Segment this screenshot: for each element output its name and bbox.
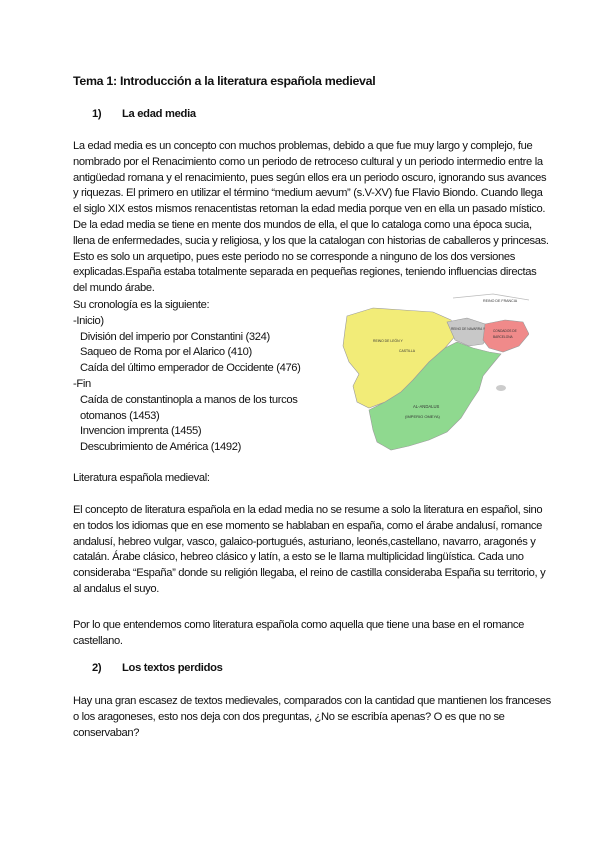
- iberia-map-image: [333, 290, 529, 460]
- text-line: llena de enfermedades, sucia y religiosa, y los que la catalogan con historias de caballeros y princesas.: [73, 234, 549, 247]
- text-line: andalusí, hebreo vulgar, vasco, galaico-portugués, asturiano, leonés,castellano, navarro, aragonés y: [73, 535, 536, 548]
- chronology-heading: Su cronología es la siguiente:: [73, 299, 210, 311]
- text-line: conservaban?: [73, 726, 140, 739]
- list-item: Caída de constantinopla a manos de los turcos: [80, 393, 298, 406]
- text-line: y riquezas. El primero en utilizar el término “medium aevum” (s.V-XV) fue Flavio Biondo. Cuando llega: [73, 187, 543, 200]
- text-line: del mundo árabe.: [73, 282, 155, 295]
- text-line: El concepto de literatura española en la edad media no se resume a solo la literatura en español, sino: [73, 504, 543, 516]
- page-title: Tema 1: Introducción a la literatura española medieval: [73, 74, 376, 88]
- section-title: La edad media: [122, 108, 196, 120]
- map-label: REINO DE NAVARRA Y: [451, 327, 486, 331]
- literature-paragraph: [73, 503, 545, 598]
- text-line: De la edad media se tiene en mente dos mundos de ella, el que lo cataloga como una época sucia,: [73, 218, 532, 231]
- map-label: (IMPERIO OMEYA): [405, 414, 440, 419]
- map-islands: [496, 385, 506, 391]
- text-line: en todos los idiomas que en ese momento se hablaban en españa, como el árabe andalusí, romance: [73, 519, 542, 532]
- section-number: 1): [92, 108, 102, 120]
- map-label: CONDADOS DE: [493, 329, 517, 333]
- section-title: Los textos perdidos: [122, 662, 223, 674]
- text-line: nombrado por el Renacimiento como un periodo de retroceso cultural y un periodo intermedio entre la: [73, 155, 543, 168]
- map-label: BARCELONA: [493, 335, 513, 339]
- text-line: el siglo XIX estos mismos renacentistas retoman la edad media porque ven en ella un pasado místico.: [73, 203, 546, 216]
- text-line: Esto es solo un arquetipo, pues este periodo no se corresponde a ninguno de los dos versiones: [73, 250, 515, 263]
- list-item: otomanos (1453): [80, 409, 160, 422]
- section-number: 2): [92, 662, 102, 674]
- conclusion-paragraph: [73, 618, 524, 650]
- lost-texts-paragraph: [73, 694, 551, 741]
- text-line: Por lo que entendemos como literatura española como aquella que tiene una base en el romance: [73, 619, 525, 631]
- text-line: antigüedad romana y el renacimiento, pues según ellos era un periodo oscuro, ignorando sus avances: [73, 171, 547, 184]
- list-item: Caída del último emperador de Occidente (476): [80, 362, 301, 375]
- map-label: REINO DE LEÓN Y: [373, 339, 403, 343]
- map-label: AL-ANDALUS: [413, 404, 440, 409]
- text-line: Hay una gran escasez de textos medievales, comparados con la cantidad que mantienen los franceses: [73, 695, 551, 707]
- list-item: Descubrimiento de América (1492): [80, 441, 242, 454]
- section-heading-2: [92, 662, 223, 674]
- text-line: catalán. Árabe clásico, hebreo clásico y latín, a esto se le llama multiplicidad lingüística. Cada uno: [73, 551, 524, 564]
- text-line: explicadas.España estaba totalmente separada en pequeñas regiones, teniendo influencias directas: [73, 266, 537, 279]
- text-line: La edad media es un concepto con muchos problemas, debido a que fue muy largo y complejo, fue: [73, 140, 533, 152]
- chronology-list: [73, 298, 301, 456]
- map-region-navarra: [447, 318, 489, 346]
- intro-paragraph: [73, 139, 549, 297]
- list-item: Invencion imprenta (1455): [80, 425, 202, 438]
- section-heading-1: [92, 108, 196, 120]
- list-item: Saqueo de Roma por el Alarico (410): [80, 346, 252, 359]
- map-label: REINO DE FRANCIA: [483, 299, 518, 303]
- text-line: al andalus el suyo.: [73, 582, 160, 595]
- text-line: o los aragoneses, esto nos deja con dos preguntas, ¿No se escribía apenas? O es que no se: [73, 710, 505, 723]
- text-line: castellano.: [73, 634, 123, 647]
- text-line: consideraba “España” donde su religión llegaba, el reino de castilla consideraba España su territorio, y: [73, 567, 546, 580]
- chronology-start-label: -Inicio): [73, 314, 104, 327]
- list-item: División del imperio por Constantini (324): [80, 330, 270, 343]
- literature-heading: Literatura española medieval:: [73, 472, 210, 484]
- map-label: CASTILLA: [399, 349, 416, 353]
- chronology-end-label: -Fin: [73, 377, 91, 390]
